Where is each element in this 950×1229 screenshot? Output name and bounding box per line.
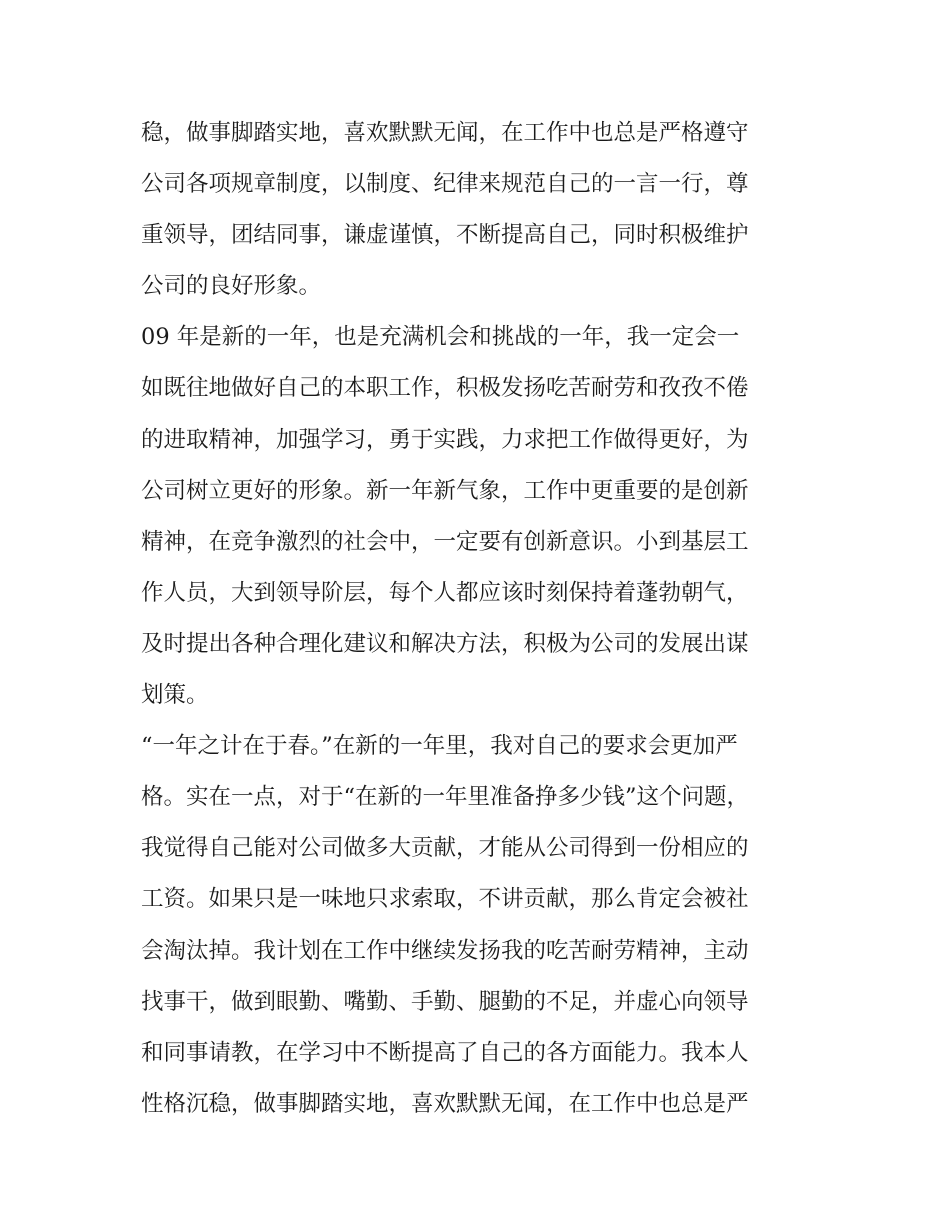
- text-line: 稳，做事脚踏实地，喜欢默默无闻，在工作中也总是严格遵守: [141, 120, 749, 146]
- text-line: 划策。: [141, 682, 209, 709]
- text-line: 及时提出各种合理化建议和解决方法，积极为公司的发展出谋: [141, 630, 749, 657]
- text-line: 的进取精神，加强学习，勇于实践，力求把工作做得更好，为: [141, 426, 749, 453]
- text-line: 如既往地做好自己的本职工作，积极发扬吃苦耐劳和孜孜不倦: [141, 375, 749, 402]
- text-line: 我觉得自己能对公司做多大贡献，才能从公司得到一份相应的: [141, 835, 749, 862]
- text-line: 和同事请教，在学习中不断提高了自己的各方面能力。我本人: [141, 1039, 749, 1066]
- body-text: [141, 108, 821, 1130]
- text-line: 格。实在一点，对于“在新的一年里准备挣多少钱”这个问题，: [141, 784, 750, 811]
- text-line: 性格沉稳，做事脚踏实地，喜欢默默无闻，在工作中也总是严: [141, 1090, 749, 1117]
- text-line: 公司树立更好的形象。新一年新气象，工作中更重要的是创新: [141, 477, 749, 504]
- text-line: 重领导，团结同事，谦虚谨慎，不断提高自己，同时积极维护: [141, 222, 749, 249]
- text-line: 作人员，大到领导阶层，每个人都应该时刻保持着蓬勃朝气，: [141, 579, 749, 606]
- text-line: 找事干，做到眼勤、嘴勤、手勤、腿勤的不足，并虚心向领导: [141, 988, 749, 1015]
- text-line: 公司的良好形象。: [141, 273, 322, 300]
- text-line: 会淘汰掉。我计划在工作中继续发扬我的吃苦耐劳精神，主动: [141, 937, 749, 964]
- text-line: “一年之计在于春。”在新的一年里，我对自己的要求会更加严: [141, 733, 738, 760]
- text-line: 工资。如果只是一味地只求索取，不讲贡献，那么肯定会被社: [141, 886, 749, 913]
- text-line: 精神，在竞争激烈的社会中，一定要有创新意识。小到基层工: [141, 528, 749, 555]
- text-line: 09 年是新的一年，也是充满机会和挑战的一年，我一定会一: [141, 324, 740, 351]
- text-line: 公司各项规章制度，以制度、纪律来规范自己的一言一行，尊: [141, 171, 749, 198]
